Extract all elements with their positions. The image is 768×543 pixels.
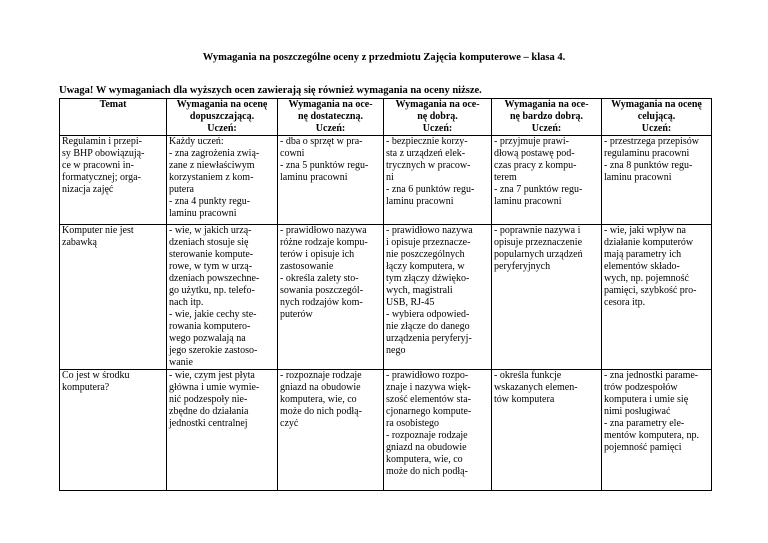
row-1-grade-4: - bezpiecznie korzy- sta z urządzeń elek- trycznych w pracow- ni - zna 6 punktów regu- laminu pracowni: [384, 136, 492, 225]
row-2-grade-3: - prawidłowo nazywa różne rodzaje kompu- terów i opisuje ich zastosowanie - określa zalety sto- sowania poszczegól- nych rodzajów kom- puterów: [278, 225, 384, 370]
header-grade-2: Wymagania na ocenę dopuszczającą. Uczeń:: [167, 99, 278, 136]
row-3-grade-5: - określa funkcje wskazanych elemen- tów komputera: [492, 370, 602, 491]
header-grade-6: Wymagania na ocenę celującą. Uczeń:: [602, 99, 712, 136]
header-topic: Temat: [60, 99, 167, 136]
document-title: Wymagania na poszczególne oceny z przedmiotu Zajęcia komputerowe – klasa 4.: [202, 52, 566, 63]
row-3-grade-6: - zna jednostki parame- trów podzespołów komputera i umie się nimi posługiwać - zna parametry ele- mentów komputera, np. pojemność pamięci: [602, 370, 712, 491]
row-2-topic: Komputer nie jest zabawką: [60, 225, 167, 370]
row-1-grade-5: - przyjmuje prawi- dłową postawę pod- czas pracy z kompu- terem - zna 7 punktów regu- laminu pracowni: [492, 136, 602, 225]
row-3-topic: Co jest w środku komputera?: [60, 370, 167, 491]
row-1-grade-2: Każdy uczeń: - zna zagrożenia zwią- zane z niewłaściwym korzystaniem z kom- putera - zna 4 punkty regu- laminu pracowni: [167, 136, 278, 225]
header-grade-5: Wymagania na oce- nę bardzo dobrą. Uczeń:: [492, 99, 602, 136]
row-2-grade-6: - wie, jaki wpływ na działanie komputerów mają parametry ich elementów składo- wych, np. pojemność pamięci, szybkość pro- cesora itp.: [602, 225, 712, 370]
row-3-grade-3: - rozpoznaje rodzaje gniazd na obudowie komputera, wie, co może do nich podłą- czyć: [278, 370, 384, 491]
row-3-grade-2: - wie, czym jest płyta główna i umie wymie- nić podzespoły nie- zbędne do działania jednostki centralnej: [167, 370, 278, 491]
table-header-row: [60, 99, 712, 136]
row-3-grade-4: - prawidłowo rozpo- znaje i nazywa więk- szość elementów sta- cjonarnego kompute- ra osobistego - rozpoznaje rodzaje gniazd na obudowie komputera, wie, co może do nich podłą-: [384, 370, 492, 491]
table-row: [60, 225, 712, 370]
document-note: Uwaga! W wymaganiach dla wyższych ocen zawierają się również wymagania na oceny niższe.: [59, 85, 482, 96]
requirements-table: [59, 98, 712, 491]
row-2-grade-5: - poprawnie nazywa i opisuje przeznaczenie popularnych urządzeń peryferyjnych: [492, 225, 602, 370]
row-2-grade-2: - wie, w jakich urzą- dzeniach stosuje się sterowanie kompute- rowe, w tym w urzą- dzeniach powszechne- go użytku, np. telefo- nach itp. - wie, jakie cechy ste- rowania komputero- wego pozwalają na jego szerokie zastoso- wanie: [167, 225, 278, 370]
row-2-grade-4: - prawidłowo nazywa i opisuje przeznacze- nie poszczególnych łączy komputera, w tym złączy dźwięko- wych, magistrali USB, RJ-45 - wybiera odpowied- nie złącze do danego urządzenia peryferyj- nego: [384, 225, 492, 370]
header-grade-3: Wymagania na oce- nę dostateczną. Uczeń:: [278, 99, 384, 136]
table-row: [60, 370, 712, 491]
row-1-grade-3: - dba o sprzęt w pra- cowni - zna 5 punktów regu- laminu pracowni: [278, 136, 384, 225]
row-1-topic: Regulamin i przepi- sy BHP obowiązują- ce w pracowni in- formatycznej; orga- nizacja zajęć: [60, 136, 167, 225]
header-grade-4: Wymagania na oce- nę dobrą. Uczeń:: [384, 99, 492, 136]
table-row: [60, 136, 712, 225]
row-1-grade-6: - przestrzega przepisów regulaminu pracowni - zna 8 punktów regu- laminu pracowni: [602, 136, 712, 225]
